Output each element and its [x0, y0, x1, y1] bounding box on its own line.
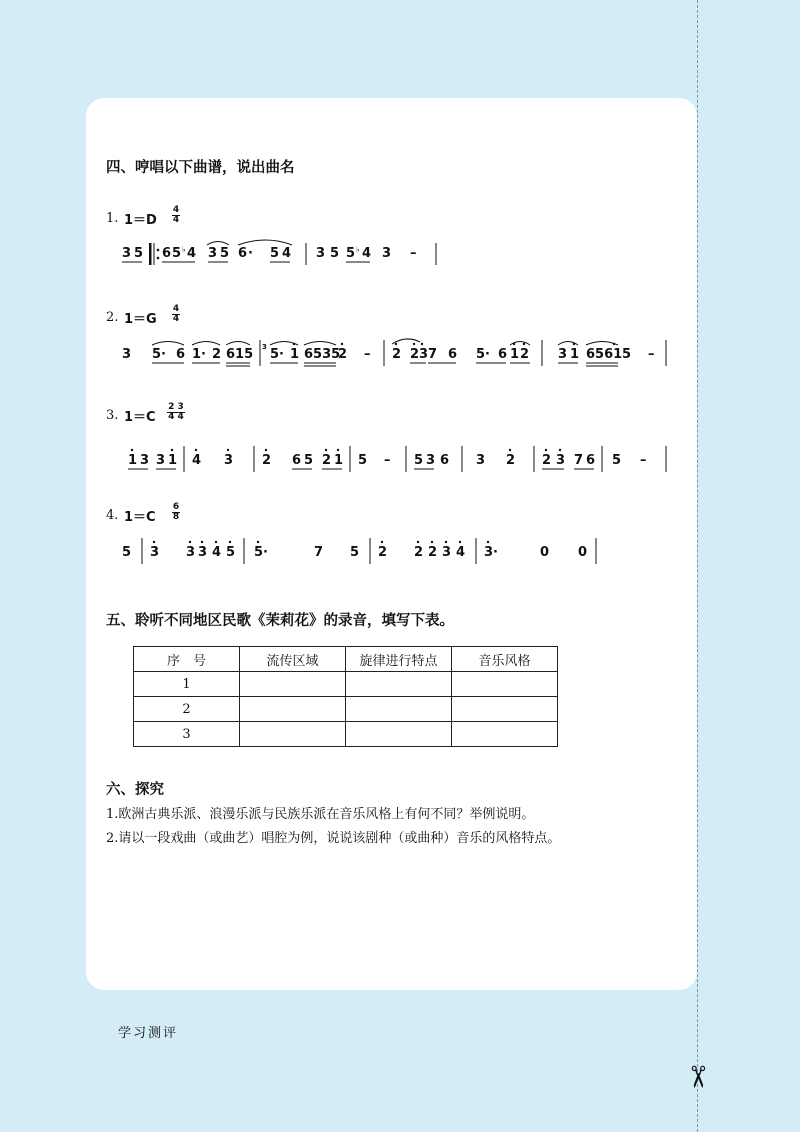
- header-index: 序 号: [134, 647, 240, 672]
- svg-text:4: 4: [212, 545, 222, 560]
- header-melody: 旋律进行特点: [346, 647, 452, 672]
- section4-title: 四、哼唱以下曲谱，说出曲名: [106, 160, 295, 176]
- svg-text:2: 2: [392, 347, 402, 362]
- svg-text:5: 5: [350, 545, 360, 560]
- item2-number: 2.: [106, 310, 119, 325]
- svg-text:1: 1: [128, 453, 138, 468]
- cell-style[interactable]: [452, 697, 558, 722]
- svg-text:5: 5: [622, 347, 632, 362]
- cell-region[interactable]: [240, 722, 346, 747]
- svg-text:3: 3: [198, 545, 208, 560]
- svg-text:5·: 5·: [476, 347, 490, 362]
- svg-text:7: 7: [314, 545, 324, 560]
- svg-text:–: –: [364, 347, 371, 362]
- svg-text:7: 7: [574, 453, 584, 468]
- svg-text:5: 5: [134, 246, 144, 261]
- svg-text:0: 0: [540, 545, 550, 560]
- svg-text:4: 4: [456, 545, 466, 560]
- cell-region[interactable]: [240, 697, 346, 722]
- item1-number: 1.: [106, 211, 119, 226]
- header-style: 音乐风格: [452, 647, 558, 672]
- svg-text:6: 6: [448, 347, 458, 362]
- svg-text:2: 2: [506, 453, 516, 468]
- svg-text:6: 6: [176, 347, 186, 362]
- svg-text:–: –: [410, 246, 417, 261]
- cell-style[interactable]: [452, 672, 558, 697]
- svg-text:3: 3: [476, 453, 486, 468]
- svg-text:6: 6: [498, 347, 508, 362]
- svg-text:2: 2: [338, 347, 348, 362]
- header-region: 流传区域: [240, 647, 346, 672]
- question-2: 2.请以一段戏曲（或曲艺）唱腔为例，说说该剧种（或曲种）音乐的风格特点。: [106, 831, 561, 846]
- svg-text:5: 5: [358, 453, 368, 468]
- svg-text:–: –: [384, 453, 391, 468]
- cell-style[interactable]: [452, 722, 558, 747]
- item1-score: [100, 236, 460, 272]
- item2-meter: 4 4: [172, 304, 180, 324]
- item4-key: 1＝C: [124, 510, 156, 525]
- svg-text:3: 3: [122, 347, 132, 362]
- item1-meter: 4 4: [172, 205, 180, 225]
- svg-text:2: 2: [262, 453, 272, 468]
- row-index: 1: [134, 672, 240, 697]
- cell-region[interactable]: [240, 672, 346, 697]
- scissors-icon: ✂: [679, 1064, 715, 1090]
- row-index: 3: [134, 722, 240, 747]
- svg-text:3: 3: [426, 453, 436, 468]
- question-1: 1.欧洲古典乐派、浪漫乐派与民族乐派在音乐风格上有何不同？举例说明。: [106, 807, 535, 822]
- item4-meter: 6 8: [172, 502, 180, 522]
- item4-number: 4.: [106, 508, 119, 523]
- item3-meter: 2 3 4 4: [168, 402, 184, 422]
- item2-key: 1＝G: [124, 312, 157, 327]
- svg-text:7: 7: [428, 347, 438, 362]
- svg-text:6: 6: [162, 246, 172, 261]
- svg-text:5: 5: [172, 246, 182, 261]
- svg-text:1: 1: [510, 347, 520, 362]
- svg-text:1: 1: [570, 347, 580, 362]
- svg-text:3: 3: [140, 453, 150, 468]
- svg-text:2: 2: [378, 545, 388, 560]
- cut-line: [697, 0, 698, 1132]
- svg-text:3: 3: [262, 343, 267, 351]
- svg-text:6: 6: [238, 246, 248, 261]
- item3-score: [100, 440, 680, 476]
- table-row: [134, 672, 558, 697]
- item2-score: [100, 330, 680, 370]
- svg-text:3: 3: [316, 246, 326, 261]
- svg-text:5·: 5·: [152, 347, 166, 362]
- item3-key: 1＝C: [124, 410, 156, 425]
- svg-text:3: 3: [556, 453, 566, 468]
- svg-text:3: 3: [156, 453, 166, 468]
- cell-melody[interactable]: [346, 697, 452, 722]
- svg-text:2: 2: [322, 453, 332, 468]
- svg-text:1: 1: [290, 347, 300, 362]
- svg-text:3·: 3·: [484, 545, 498, 560]
- footer-label: 学习测评: [118, 1026, 179, 1041]
- svg-text:3: 3: [442, 545, 452, 560]
- svg-text:3: 3: [382, 246, 392, 261]
- svg-text:2: 2: [520, 347, 530, 362]
- svg-text:6: 6: [292, 453, 302, 468]
- svg-text:5: 5: [122, 545, 132, 560]
- svg-text:1·: 1·: [192, 347, 206, 362]
- svg-text:4: 4: [362, 246, 372, 261]
- svg-text:2: 2: [414, 545, 424, 560]
- svg-text:3: 3: [558, 347, 568, 362]
- cell-melody[interactable]: [346, 722, 452, 747]
- item4-score: [100, 532, 620, 568]
- svg-text:4: 4: [282, 246, 292, 261]
- item1-key: 1＝D: [124, 213, 157, 228]
- cell-melody[interactable]: [346, 672, 452, 697]
- table-row: [134, 697, 558, 722]
- svg-text:5·: 5·: [254, 545, 268, 560]
- svg-text:5: 5: [304, 453, 314, 468]
- svg-text:0: 0: [578, 545, 588, 560]
- row-index: 2: [134, 697, 240, 722]
- svg-text:2: 2: [212, 347, 222, 362]
- folk-song-table: [133, 646, 558, 747]
- svg-text:–: –: [640, 453, 647, 468]
- svg-text:5·: 5·: [270, 347, 284, 362]
- svg-text:3: 3: [122, 246, 132, 261]
- svg-text:4: 4: [187, 246, 197, 261]
- svg-text:3: 3: [186, 545, 196, 560]
- svg-text:1: 1: [168, 453, 178, 468]
- svg-text:2: 2: [542, 453, 552, 468]
- svg-text:4: 4: [192, 453, 202, 468]
- svg-text:5: 5: [346, 246, 356, 261]
- svg-text:5: 5: [414, 453, 424, 468]
- svg-text:1: 1: [334, 453, 344, 468]
- item3-number: 3.: [106, 408, 119, 423]
- section5-title: 五、聆听不同地区民歌《茉莉花》的录音，填写下表。: [106, 613, 454, 629]
- svg-text:–: –: [648, 347, 655, 362]
- table-header-row: [134, 647, 558, 672]
- svg-text:615: 615: [226, 347, 254, 362]
- svg-text:5: 5: [226, 545, 236, 560]
- svg-text:5: 5: [612, 453, 622, 468]
- svg-text:♭: ♭: [356, 245, 360, 254]
- section6-title: 六、探究: [106, 782, 164, 798]
- svg-text:3: 3: [208, 246, 218, 261]
- table-row: [134, 722, 558, 747]
- svg-text:♭: ♭: [182, 245, 186, 254]
- svg-text:·: ·: [248, 246, 253, 261]
- svg-text:2: 2: [428, 545, 438, 560]
- svg-text:6: 6: [586, 453, 596, 468]
- svg-text:23: 23: [410, 347, 429, 362]
- svg-text:3: 3: [224, 453, 234, 468]
- svg-text:5: 5: [330, 246, 340, 261]
- svg-text:6535: 6535: [304, 347, 341, 362]
- svg-text:5: 5: [220, 246, 230, 261]
- svg-text:6561: 6561: [586, 347, 623, 362]
- svg-text:6: 6: [440, 453, 450, 468]
- svg-text:5: 5: [270, 246, 280, 261]
- svg-text:3: 3: [150, 545, 160, 560]
